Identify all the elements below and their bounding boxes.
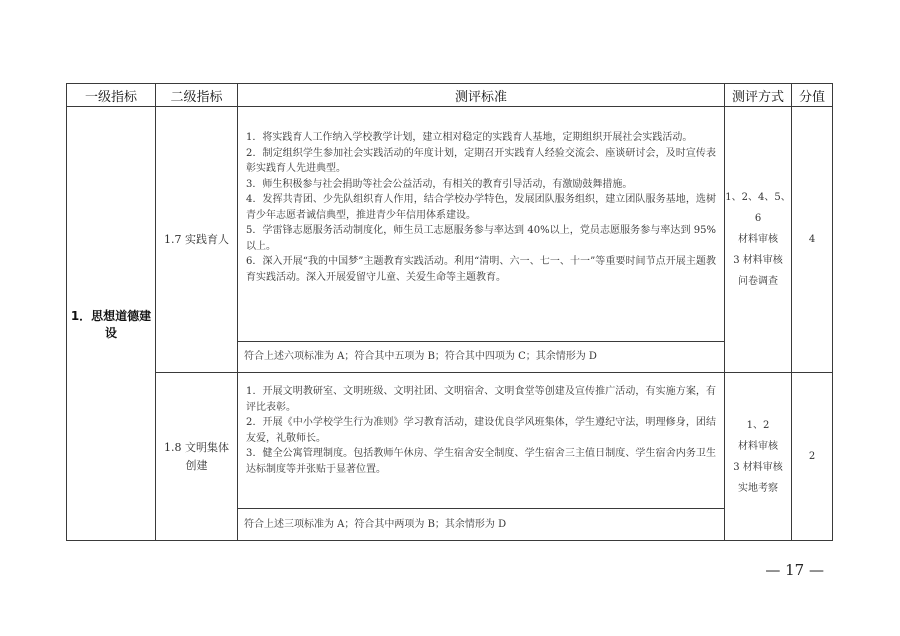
category-moral-construction: 1．思想道德建设 [70, 308, 152, 340]
column-divider-2 [237, 83, 238, 541]
indicator-civilized-collective [156, 373, 237, 540]
criteria-item: 3．健全公寓管理制度。包括教师午休房、学生宿舍安全制度、学生宿舍三主值日制度、学生宿舍内务卫生达标制度等并张贴于显著位置。 [246, 448, 716, 475]
criteria-list-practice [246, 130, 716, 285]
indicator-practice-education [156, 107, 237, 372]
method-practice [725, 107, 791, 372]
score-civilized: 2 [808, 451, 816, 462]
method-line: 实地考察 [738, 482, 778, 494]
indicator-label: 1.7 实践育人 [164, 232, 229, 246]
indicator-label-cont: 创建 [185, 458, 208, 472]
grading-rule-practice: 符合上述六项标准为 A；符合其中五项为 B；符合其中四项为 C；其余情形为 D [244, 351, 597, 362]
criteria-item: 3．师生积极参与社会捐助等社会公益活动，有相关的教育引导活动，有激励鼓舞措施。 [246, 178, 633, 190]
score-practice: 4 [808, 234, 816, 245]
header-criteria: 测评标准 [454, 89, 507, 105]
table-right-border [832, 83, 833, 541]
criteria-item: 1．将实践育人工作纳入学校教学计划，建立相对稳定的实践育人基地，定期组织开展社会实践活动。 [246, 132, 693, 143]
header-method: 测评方式 [731, 89, 784, 105]
criteria-item: 1．开展文明教研室、文明班级、文明社团、文明宿舍、文明食堂等创建及宣传推广活动，有实施方案，有评比表彰。 [246, 386, 716, 413]
method-line: 3 材料审核 [733, 255, 783, 266]
header-level2: 二级指标 [170, 89, 223, 105]
method-line: 1、2 [746, 419, 770, 431]
indicator-label: 1.8 文明集体 [164, 440, 229, 454]
method-line: 1、2、4、5、6 [725, 192, 791, 224]
criteria-item: 4．发挥共青团、少先队组织育人作用，结合学校办学特色，发展团队服务组织，建立团队服务基地，选树青少年志愿者诚信典型，推进青少年信用体系建设。 [246, 194, 716, 221]
method-line: 问卷调查 [738, 276, 778, 287]
criteria-item: 2．制定组织学生参加社会实践活动的年度计划，定期召开实践育人经验交流会、座谈研讨会，及时宣传表彰实践育人先进典型。 [246, 147, 716, 174]
method-line: 3 材料审核 [733, 461, 783, 473]
method-line: 材料审核 [738, 440, 778, 452]
method-line: 材料审核 [738, 234, 778, 245]
page-number: — 17 — [765, 561, 824, 579]
header-score: 分值 [798, 89, 825, 105]
criteria-list-civilized [246, 384, 716, 477]
criteria-item: 5．学雷锋志愿服务活动制度化，师生员工志愿服务参与率达到 40%以上，党员志愿服务参与率达到 95%以上。 [246, 225, 716, 252]
grading-rule-civilized: 符合上述三项标准为 A；符合其中两项为 B；其余情形为 D [244, 518, 507, 530]
method-civilized [725, 373, 791, 540]
header-level1: 一级指标 [84, 89, 137, 105]
criteria-item: 2．开展《中小学校学生行为准则》学习教育活动，建设优良学风班集体，学生遵纪守法，明理修身，团结友爱，礼敬师长。 [246, 417, 716, 444]
criteria-item: 6．深入开展“我的中国梦”主题教育实践活动。利用“清明、六一、七一、十一”等重要时间节点开展主题教育实践活动。深入开展爱留守儿童、关爱生命等主题教育。 [246, 256, 716, 283]
table-bottom-border [66, 540, 833, 541]
